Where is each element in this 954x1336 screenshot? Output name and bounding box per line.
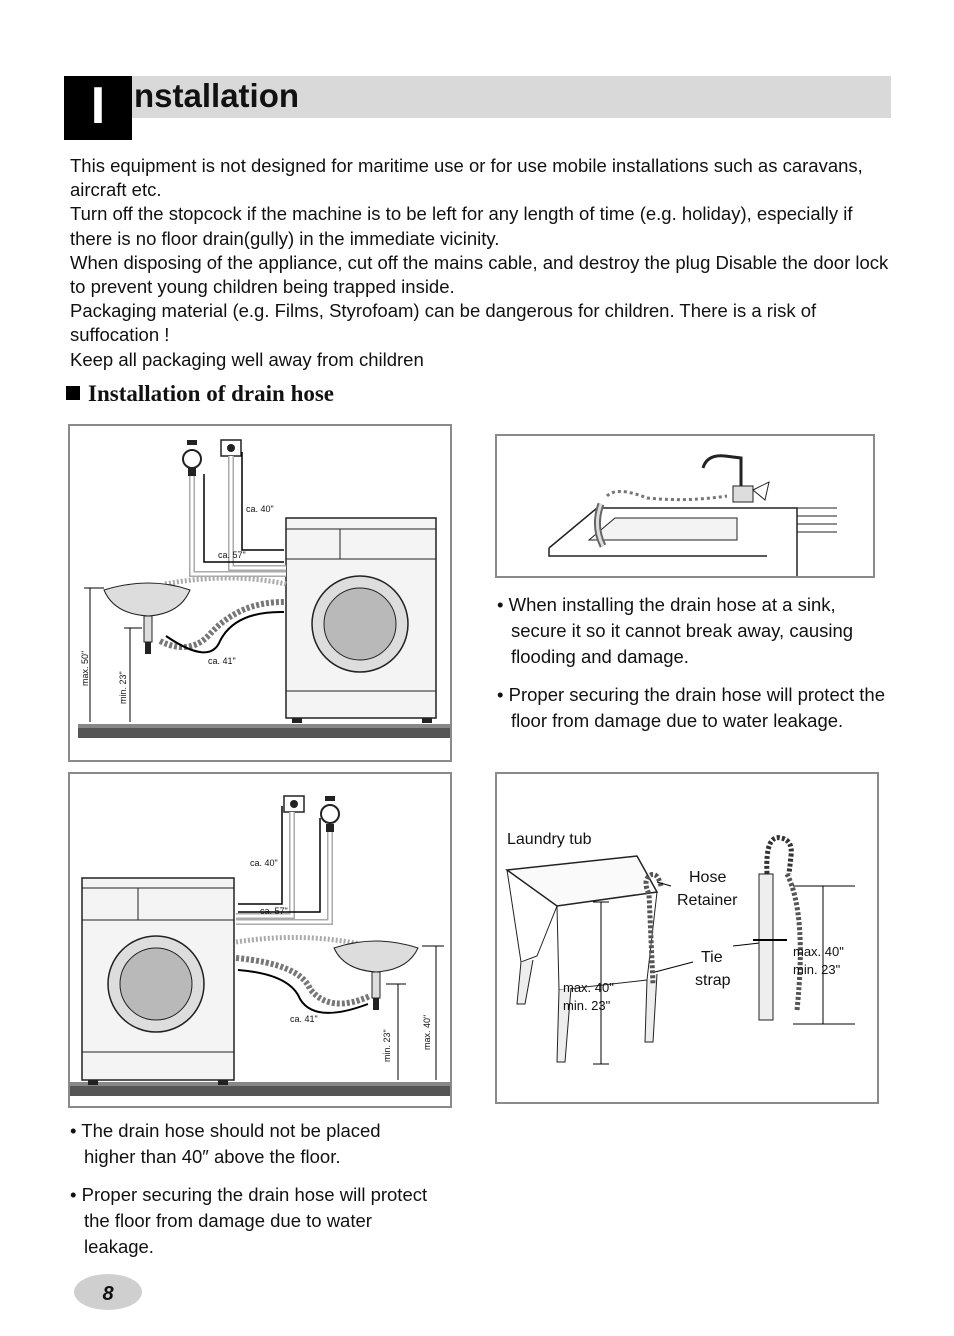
dim-label: min. 23" — [563, 998, 611, 1013]
retainer-label: Retainer — [677, 892, 738, 909]
intro-paragraph: This equipment is not designed for maritime use or for use mobile installations such as caravans, aircraft etc. — [70, 155, 863, 201]
floor-bullets — [70, 1118, 430, 1272]
diagram-sink-left — [68, 424, 452, 762]
bullet-item: • When installing the drain hose at a sink, secure it so it cannot break away, causing flooding and damage. — [497, 594, 854, 667]
bullet-item: • Proper securing the drain hose will protect the floor from damage due to water leakage. — [497, 684, 885, 731]
dim-label: max. 40" — [422, 1014, 432, 1050]
dim-label: max. 40" — [563, 980, 614, 995]
sink-bullets — [497, 592, 887, 746]
dim-label: ca. 40" — [250, 858, 278, 868]
laundry-tub-diagram — [497, 774, 877, 1102]
intro-paragraph: Keep all packaging well away from children — [70, 348, 424, 370]
dim-label: min. 23" — [793, 962, 841, 977]
tie-label: Tie — [701, 949, 723, 966]
dim-label: min. 23" — [118, 671, 128, 704]
dim-label: ca. 41" — [208, 656, 236, 666]
intro-paragraph: Turn off the stopcock if the machine is to be left for any length of time (e.g. holiday), especially if there is no floor drain(gully) in the immediate vicinity. — [70, 203, 853, 249]
intro-text — [70, 154, 890, 372]
title-initial: I — [64, 76, 132, 140]
intro-paragraph: When disposing of the appliance, cut off the mains cable, and destroy the plug Disable the door lock to prevent young children being trapped inside. — [70, 251, 889, 298]
dim-label: ca. 57" — [260, 906, 288, 916]
intro-paragraph: Packaging material (e.g. Films, Styrofoam) can be dangerous for children. There is a risk of suffocation ! — [70, 300, 817, 346]
dim-label: min. 23" — [382, 1029, 392, 1062]
hose-label: Hose — [689, 869, 727, 886]
diagram-laundry-tub — [495, 772, 879, 1104]
dim-label: ca. 40" — [246, 504, 274, 514]
laundry-tub-label: Laundry tub — [507, 831, 592, 848]
bullet-item: • The drain hose should not be placed higher than 40″ above the floor. — [70, 1120, 381, 1167]
diagram-sink-right — [68, 772, 452, 1108]
drain-hose-diagram-2 — [70, 774, 450, 1106]
diagram-kitchen-sink — [495, 434, 875, 578]
dim-label: max. 50" — [80, 650, 90, 686]
page-title: nstallation — [134, 77, 300, 114]
dim-label: ca. 41" — [290, 1014, 318, 1024]
bullet-item: • Proper securing the drain hose will protect the floor from damage due to water leakage. — [70, 1184, 428, 1257]
section-heading — [66, 381, 334, 407]
square-bullet-icon — [66, 386, 80, 400]
section-title: Installation of drain hose — [88, 381, 335, 406]
dim-label: max. 40" — [793, 944, 844, 959]
sink-hose-diagram — [497, 436, 873, 576]
page-number-badge — [70, 1272, 142, 1312]
drain-hose-diagram-1 — [70, 426, 450, 760]
strap-label: strap — [695, 972, 731, 989]
dim-label: ca. 57" — [218, 550, 246, 560]
page-number: 8 — [102, 1283, 114, 1305]
